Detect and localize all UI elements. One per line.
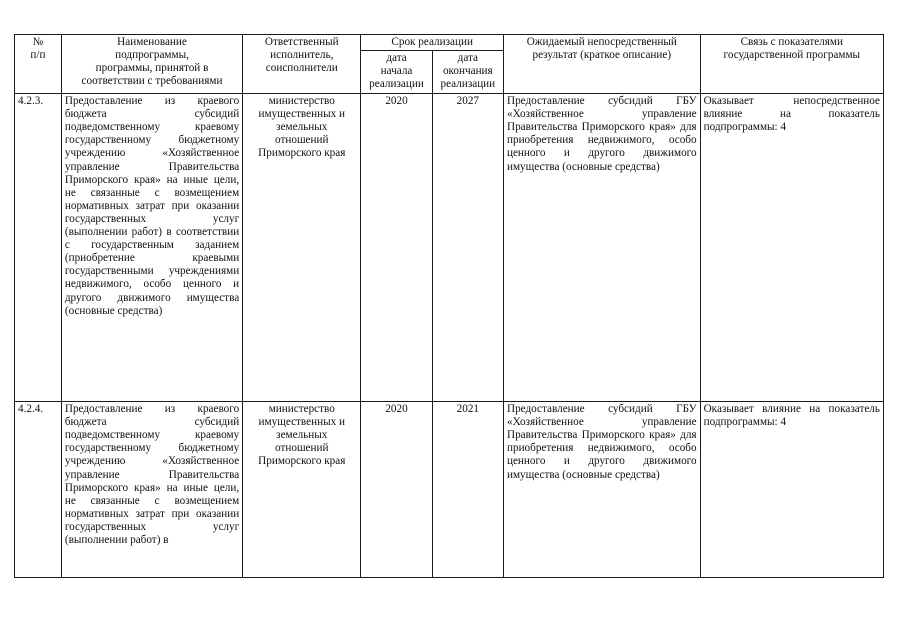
row-link [700, 402, 883, 578]
row-result-text: Предоставление субсидий ГБУ «Хозяйственное управление Правительства Приморского края» для приобретения недвижимого, особо ценного и другого движимого имущества (основные средства) [506, 403, 697, 481]
header-term [361, 35, 504, 51]
header-executor-text: Ответственный исполнитель, соисполнители [264, 36, 339, 75]
row-end-year-text: 2021 [456, 403, 480, 416]
row-name-text: Предоставление из краевого бюджета субсидий подведомственному краевому государственному бюджетному учреждению «Хозяйственное управление Правительства Приморского края» на иные цели, не связанные с возмещением нормативных затрат при оказании государственных услуг (выполнении работ) в [64, 403, 240, 547]
row-executor-text: министерство имущественных и земельных отношений Приморского края [258, 403, 346, 468]
row-start-year [361, 402, 432, 578]
header-term-text: Срок реализации [391, 36, 473, 48]
header-start-date-text: дата начала реализации [369, 52, 424, 91]
row-executor-text: министерство имущественных и земельных отношений Приморского края [258, 95, 346, 160]
header-executor [243, 35, 361, 94]
header-number [15, 35, 62, 94]
row-executor [243, 402, 361, 578]
row-end-year-text: 2027 [456, 95, 480, 108]
row-start-year-text: 2020 [385, 95, 408, 108]
row-name [61, 402, 242, 578]
row-result-text: Предоставление субсидий ГБУ «Хозяйственное управление Правительства Приморского края» для приобретения недвижимого, особо ценного и другого движимого имущества (основные средства) [506, 95, 697, 173]
row-result [503, 94, 700, 402]
row-number [15, 94, 62, 402]
row-result [503, 402, 700, 578]
row-end-year [432, 402, 503, 578]
row-start-year-text: 2020 [385, 403, 408, 416]
program-activities-table [14, 34, 884, 578]
table-row-4-2-4 [15, 402, 884, 578]
header-end-date [432, 51, 503, 94]
header-name [61, 35, 242, 94]
row-start-year [361, 94, 432, 402]
row-number-text: 4.2.4. [18, 403, 44, 416]
header-end-date-text: дата окончания реализации [440, 52, 496, 91]
row-number-text: 4.2.3. [18, 95, 44, 108]
row-link [700, 94, 883, 402]
header-link-text: Связь с показателями государственной программы [723, 36, 861, 62]
table-row-4-2-3 [15, 94, 884, 402]
header-result [503, 35, 700, 94]
row-name-text: Предоставление из краевого бюджета субсидий подведомственному краевому государственному бюджетному учреждению «Хозяйственное управление Правительства Приморского края» на иные цели, не связанные с возмещением нормативных затрат при оказании государственных услуг (выполнении работ) в соответствии с государственным заданием (приобретение краевыми государственными учреждениями недвижимого, особо ценного и другого движимого имущества (основные средства) [64, 95, 240, 317]
row-link-text: Оказывает влияние на показатель подпрограммы: 4 [703, 403, 880, 429]
row-end-year [432, 94, 503, 402]
row-link-text: Оказывает непосредственное влияние на показатель подпрограммы: 4 [703, 95, 880, 134]
header-start-date [361, 51, 432, 94]
header-result-text: Ожидаемый непосредственный результат (краткое описание) [526, 36, 677, 62]
header-number-text: № п/п [30, 36, 46, 62]
row-number [15, 402, 62, 578]
header-name-text: Наименование подпрограммы, программы, принятой в соответствии с требованиями [81, 36, 223, 88]
row-executor [243, 94, 361, 402]
row-name [61, 94, 242, 402]
header-link [700, 35, 883, 94]
